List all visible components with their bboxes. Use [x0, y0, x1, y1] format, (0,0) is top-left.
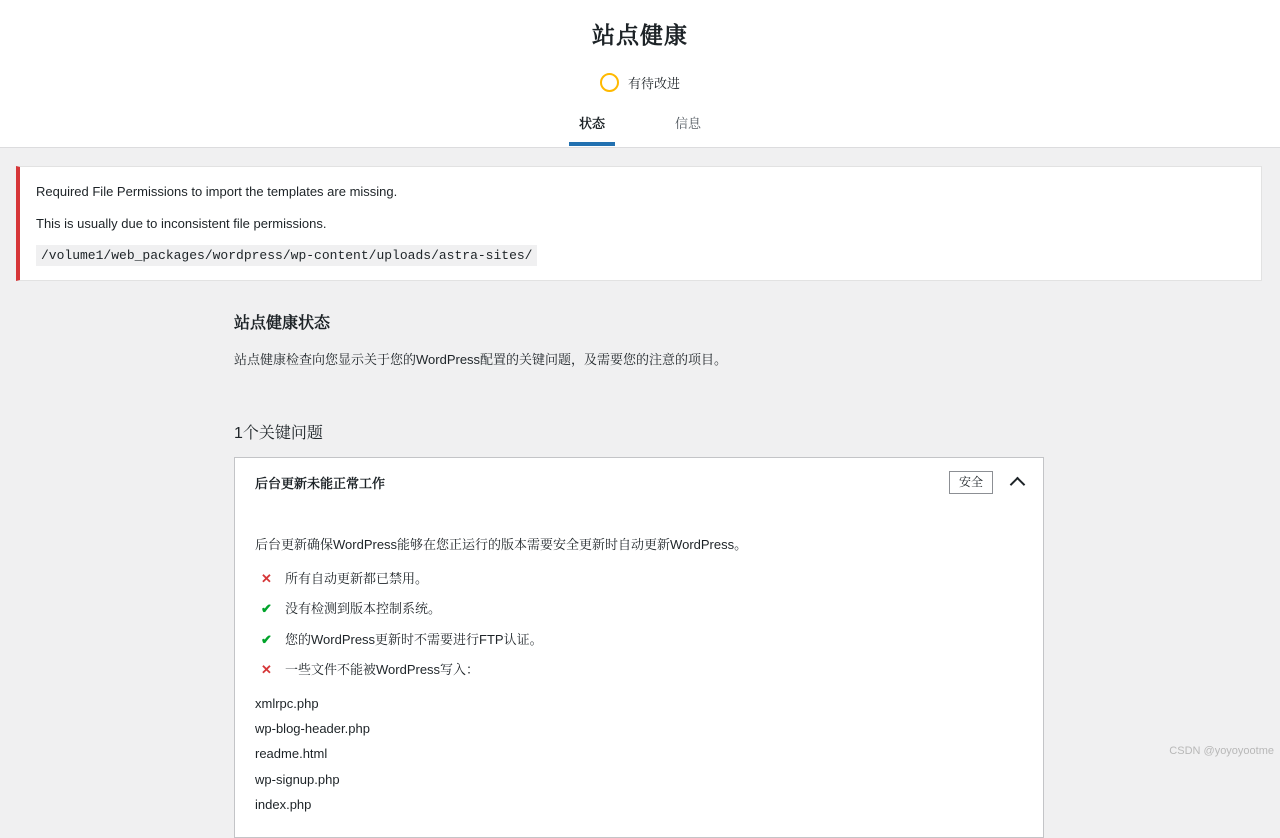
status-badge: 安全 — [949, 471, 993, 495]
tab-bar — [0, 113, 1280, 146]
check-text: 没有检测到版本控制系统。 — [285, 601, 441, 616]
cross-icon: ✕ — [261, 569, 272, 589]
watermark: CSDN @yoyoyootme — [1169, 745, 1274, 757]
list-item — [255, 569, 1023, 589]
notice-line-2: This is usually due to inconsistent file permissions. — [36, 214, 1247, 234]
list-item: wp-blog-header.php — [255, 716, 1023, 741]
unwritable-file-list — [255, 691, 1023, 818]
list-item: wp-signup.php — [255, 767, 1023, 792]
notice-line-1: Required File Permissions to import the templates are missing. — [36, 182, 1247, 202]
list-item — [255, 599, 1023, 619]
list-item: xmlrpc.php — [255, 691, 1023, 716]
issue-description: 后台更新确保WordPress能够在您正运行的版本需要安全更新时自动更新WordPress。 — [255, 535, 1023, 555]
status-label: 有待改进 — [628, 73, 680, 92]
issue-panel-body — [235, 535, 1043, 837]
critical-issues-heading: 1个关键问题 — [234, 420, 1280, 443]
check-text: 一些文件不能被WordPress写入： — [285, 662, 479, 677]
check-list — [255, 569, 1023, 680]
issue-panel-header[interactable] — [235, 458, 1043, 507]
list-item: readme.html — [255, 741, 1023, 766]
issue-title: 后台更新未能正常工作 — [255, 473, 949, 492]
tab-info[interactable]: 信息 — [665, 113, 711, 146]
page-content — [0, 166, 1280, 838]
chevron-up-icon[interactable] — [1009, 473, 1027, 491]
main-column — [0, 310, 1280, 838]
check-text: 您的WordPress更新时不需要进行FTP认证。 — [285, 632, 543, 647]
check-icon: ✔ — [261, 630, 272, 650]
list-item: index.php — [255, 792, 1023, 817]
notice-path: /volume1/web_packages/wordpress/wp-content/uploads/astra-sites/ — [36, 245, 537, 266]
page-title: 站点健康 — [0, 0, 1280, 50]
section-title: 站点健康状态 — [234, 310, 1280, 333]
cross-icon: ✕ — [261, 660, 272, 680]
check-icon: ✔ — [261, 599, 272, 619]
issue-panel — [234, 457, 1044, 838]
site-health-status — [0, 73, 1280, 92]
check-text: 所有自动更新都已禁用。 — [285, 571, 428, 586]
status-circle-icon — [600, 73, 619, 92]
error-notice — [16, 166, 1262, 281]
tab-status[interactable]: 状态 — [569, 113, 615, 146]
list-item — [255, 630, 1023, 650]
list-item — [255, 660, 1023, 680]
page-header — [0, 0, 1280, 148]
section-description: 站点健康检查向您显示关于您的WordPress配置的关键问题，及需要您的注意的项目。 — [234, 350, 1280, 370]
